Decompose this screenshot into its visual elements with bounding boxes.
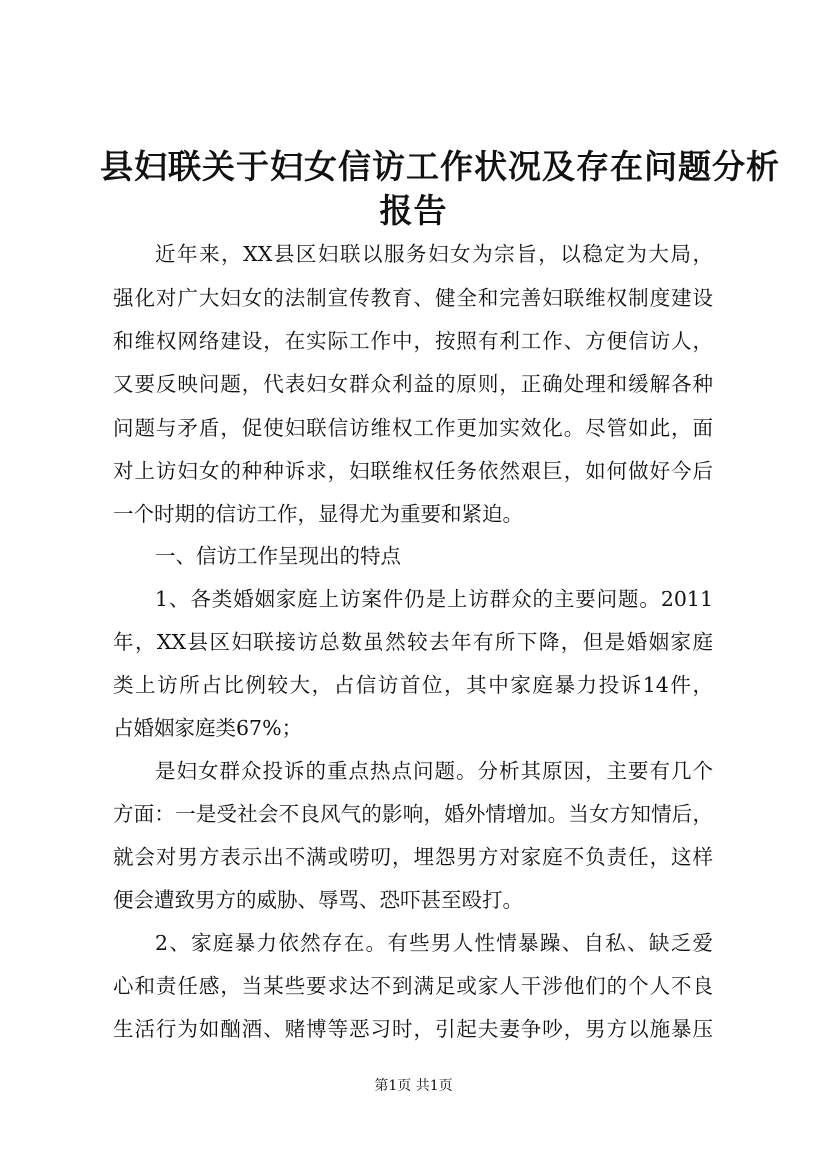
document-title-line-1: 县妇联关于妇女信访工作状况及存在问题分析 (100, 147, 780, 186)
paragraph-1-line-7: 一个时期的信访工作，显得尤为重要和紧迫。 (113, 502, 523, 526)
paragraph-3-line-1: 1、各类婚姻家庭上访案件仍是上访群众的主要问题。2011 (155, 587, 713, 611)
paragraph-3-line-2: 年，XX县区妇联接访总数虽然较去年有所下降，但是婚姻家庭 (113, 630, 713, 654)
paragraph-1-line-5: 问题与矛盾，促使妇联信访维权工作更加实效化。尽管如此，面 (113, 416, 713, 440)
paragraph-1-line-6: 对上访妇女的种种诉求，妇联维权任务依然艰巨，如何做好今后 (113, 459, 713, 483)
paragraph-3-line-3: 类上访所占比例较大，占信访首位，其中家庭暴力投诉14件， (113, 673, 713, 697)
paragraph-5-line-2: 心和责任感，当某些要求达不到满足或家人干涉他们的个人不良 (113, 974, 713, 998)
paragraph-1-line-2: 强化对广大妇女的法制宣传教育、健全和完善妇联维权制度建设 (113, 286, 713, 310)
document-title-line-2: 报告 (379, 191, 448, 230)
paragraph-5-line-1: 2、家庭暴力依然存在。有些男人性情暴躁、自私、缺乏爱 (155, 931, 713, 955)
paragraph-3-line-4: 占婚姻家庭类67%； (113, 716, 303, 740)
paragraph-4-line-4: 便会遭致男方的威胁、辱骂、恐吓甚至殴打。 (113, 888, 523, 912)
paragraph-1-line-1: 近年来，XX县区妇联以服务妇女为宗旨，以稳定为大局， (155, 242, 713, 266)
paragraph-1-line-3: 和维权网络建设，在实际工作中，按照有利工作、方便信访人， (113, 329, 713, 353)
section-heading-1: 一、信访工作呈现出的特点 (155, 544, 401, 568)
page-footer: 第1页 共1页 (374, 1078, 453, 1094)
paragraph-4-line-2: 方面：一是受社会不良风气的影响，婚外情增加。当女方知情后， (113, 802, 713, 826)
paragraph-4-line-1: 是妇女群众投诉的重点热点问题。分析其原因，主要有几个 (155, 759, 713, 783)
paragraph-1-line-4: 又要反映问题，代表妇女群众利益的原则，正确处理和缓解各种 (113, 372, 713, 396)
paragraph-4-line-3: 就会对男方表示出不满或唠叨，埋怨男方对家庭不负责任，这样 (113, 845, 713, 869)
paragraph-5-line-3: 生活行为如酗酒、赌博等恶习时，引起夫妻争吵，男方以施暴压 (113, 1017, 713, 1041)
